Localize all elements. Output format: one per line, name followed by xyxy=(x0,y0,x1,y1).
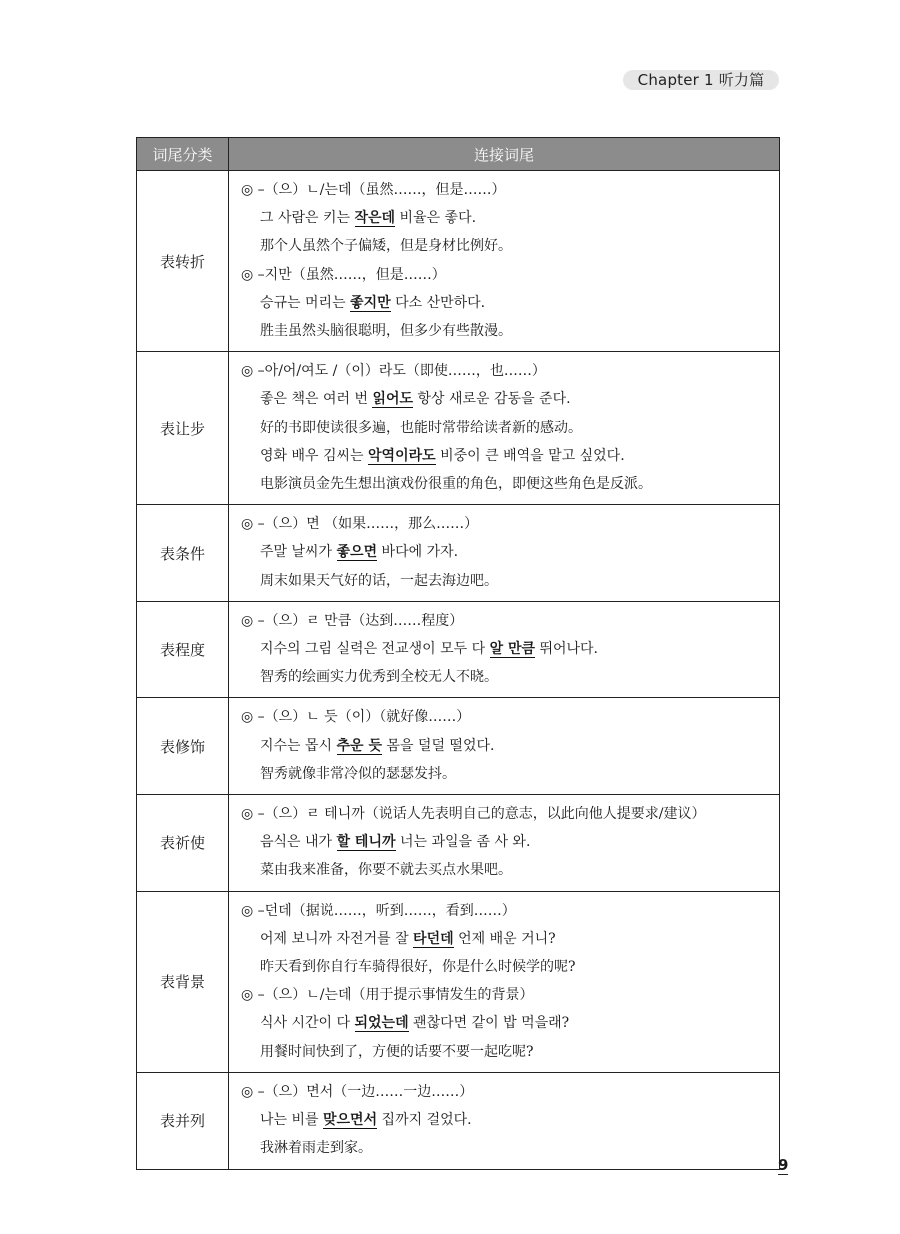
example-text: 바다에 가자. xyxy=(377,544,459,561)
table-row xyxy=(137,171,780,352)
example-translation: 那个人虽然个子偏矮，但是身材比例好。 xyxy=(260,238,512,255)
example-text: 괜찮다면 같이 밥 먹을래? xyxy=(408,1015,570,1032)
category-cell: 表转折 xyxy=(137,171,229,352)
category-cell: 表条件 xyxy=(137,505,229,602)
ending-pattern: ◎ –（으）ㄴ/는데（用于提示事情发生的背景） xyxy=(241,987,534,1004)
example-sentence xyxy=(241,385,779,413)
example-text: 승규는 머리는 xyxy=(260,294,351,311)
category-cell: 表修饰 xyxy=(137,698,229,795)
highlighted-ending: 추운 듯 xyxy=(336,737,382,754)
column-header-category: 词尾分类 xyxy=(137,138,229,171)
example-translation: 好的书即使读很多遍，也能时常带给读者新的感动。 xyxy=(260,419,582,436)
example-sentence xyxy=(241,732,779,760)
ending-pattern: ◎ –（으）면서（一边……一边……） xyxy=(241,1083,474,1100)
endings-cell xyxy=(229,891,780,1072)
example-sentence xyxy=(241,1009,779,1037)
ending-pattern: ◎ –（으）ㄹ 만큼（达到……程度） xyxy=(241,612,464,629)
example-translation: 胜圭虽然头脑很聪明，但多少有些散漫。 xyxy=(260,323,512,340)
example-translation: 我淋着雨走到家。 xyxy=(260,1140,372,1157)
example-text: 비중이 큰 배역을 맡고 싶었다. xyxy=(435,447,625,464)
endings-cell xyxy=(229,505,780,602)
example-text: 주말 날씨가 xyxy=(260,544,337,561)
table-row xyxy=(137,1072,780,1169)
example-text: 언제 배운 거니? xyxy=(453,930,556,947)
highlighted-ending: 맞으면서 xyxy=(323,1112,378,1129)
example-text: 나는 비를 xyxy=(260,1112,323,1129)
example-translation: 智秀就像非常冷似的瑟瑟发抖。 xyxy=(260,765,456,782)
example-translation: 菜由我来准备，你要不就去买点水果吧。 xyxy=(260,862,512,879)
example-sentence xyxy=(241,828,779,856)
ending-pattern: ◎ –아/어/여도 /（이）라도（即使……，也……） xyxy=(241,363,546,380)
endings-cell xyxy=(229,352,780,505)
example-text: 영화 배우 김씨는 xyxy=(260,447,369,464)
example-text: 식사 시간이 다 xyxy=(260,1015,355,1032)
highlighted-ending: 좋지만 xyxy=(350,294,391,311)
example-text: 그 사람은 키는 xyxy=(260,210,355,227)
endings-cell xyxy=(229,601,780,698)
table-row xyxy=(137,352,780,505)
ending-pattern: ◎ –（으）ㄴ/는데（虽然……，但是……） xyxy=(241,182,506,198)
chapter-badge: Chapter 1 听力篇 xyxy=(623,70,779,90)
example-sentence xyxy=(241,204,779,232)
example-text: 지수는 몹시 xyxy=(260,737,337,754)
ending-pattern: ◎ –던데（据说……，听到……，看到……） xyxy=(241,902,516,919)
example-text: 좋은 책은 여러 번 xyxy=(260,391,373,408)
example-text: 지수의 그림 실력은 전교생이 모두 다 xyxy=(260,641,490,658)
endings-cell xyxy=(229,171,780,352)
example-translation: 电影演员金先生想出演戏份很重的角色，即便这些角色是反派。 xyxy=(260,476,652,493)
endings-cell xyxy=(229,795,780,892)
example-text: 어제 보니까 자전거를 잘 xyxy=(260,930,414,947)
example-translation: 用餐时间快到了，方便的话要不要一起吃呢? xyxy=(260,1043,534,1060)
example-sentence xyxy=(241,442,779,470)
highlighted-ending: 좋으면 xyxy=(336,544,378,561)
category-cell: 表并列 xyxy=(137,1072,229,1169)
example-text: 다소 산만하다. xyxy=(390,294,486,311)
grammar-table xyxy=(136,137,780,1170)
highlighted-ending: 타던데 xyxy=(413,930,454,947)
ending-pattern: ◎ –（으）ㄴ 듯（이）（就好像……） xyxy=(241,709,471,726)
highlighted-ending: 읽어도 xyxy=(372,391,414,408)
example-sentence xyxy=(241,538,779,566)
example-text: 뛰어나다. xyxy=(535,641,599,658)
example-sentence xyxy=(241,1106,779,1134)
example-translation: 昨天看到你自行车骑得很好，你是什么时候学的呢? xyxy=(260,959,576,976)
category-cell: 表让步 xyxy=(137,352,229,505)
highlighted-ending: 알 만큼 xyxy=(489,641,536,658)
category-cell: 表背景 xyxy=(137,891,229,1072)
ending-pattern: ◎ –지만（虽然……，但是……） xyxy=(241,266,446,283)
highlighted-ending: 악역이라도 xyxy=(368,447,436,464)
example-text: 너는 과일을 좀 사 와. xyxy=(395,834,531,851)
example-text: 몸을 덜덜 떨었다. xyxy=(381,737,495,754)
example-text: 음식은 내가 xyxy=(260,834,337,851)
ending-pattern: ◎ –（으）ㄹ 테니까（说话人先表明自己的意志，以此向他人提要求/建议） xyxy=(241,806,706,823)
highlighted-ending: 되었는데 xyxy=(354,1015,409,1032)
table-header-row xyxy=(137,138,780,171)
highlighted-ending: 작은데 xyxy=(354,210,396,227)
page-number: 9 xyxy=(778,1156,789,1174)
category-cell: 表祈使 xyxy=(137,795,229,892)
table-body xyxy=(137,171,780,1170)
table-row xyxy=(137,891,780,1072)
example-text: 항상 새로운 감동을 준다. xyxy=(413,391,571,408)
example-sentence xyxy=(241,635,779,663)
example-text: 비율은 좋다. xyxy=(395,210,477,227)
ending-pattern: ◎ –（으）면 （如果……，那么……） xyxy=(241,516,479,533)
highlighted-ending: 할 테니까 xyxy=(336,834,396,851)
example-sentence xyxy=(241,289,779,317)
example-translation: 智秀的绘画实力优秀到全校无人不晓。 xyxy=(260,669,498,686)
table-row xyxy=(137,698,780,795)
example-text: 집까지 걸었다. xyxy=(377,1112,472,1129)
endings-cell xyxy=(229,1072,780,1169)
table-row xyxy=(137,505,780,602)
table-row xyxy=(137,795,780,892)
example-translation: 周末如果天气好的话，一起去海边吧。 xyxy=(260,572,498,589)
endings-cell xyxy=(229,698,780,795)
table-row xyxy=(137,601,780,698)
category-cell: 表程度 xyxy=(137,601,229,698)
example-sentence xyxy=(241,925,779,953)
column-header-endings: 连接词尾 xyxy=(229,138,780,171)
